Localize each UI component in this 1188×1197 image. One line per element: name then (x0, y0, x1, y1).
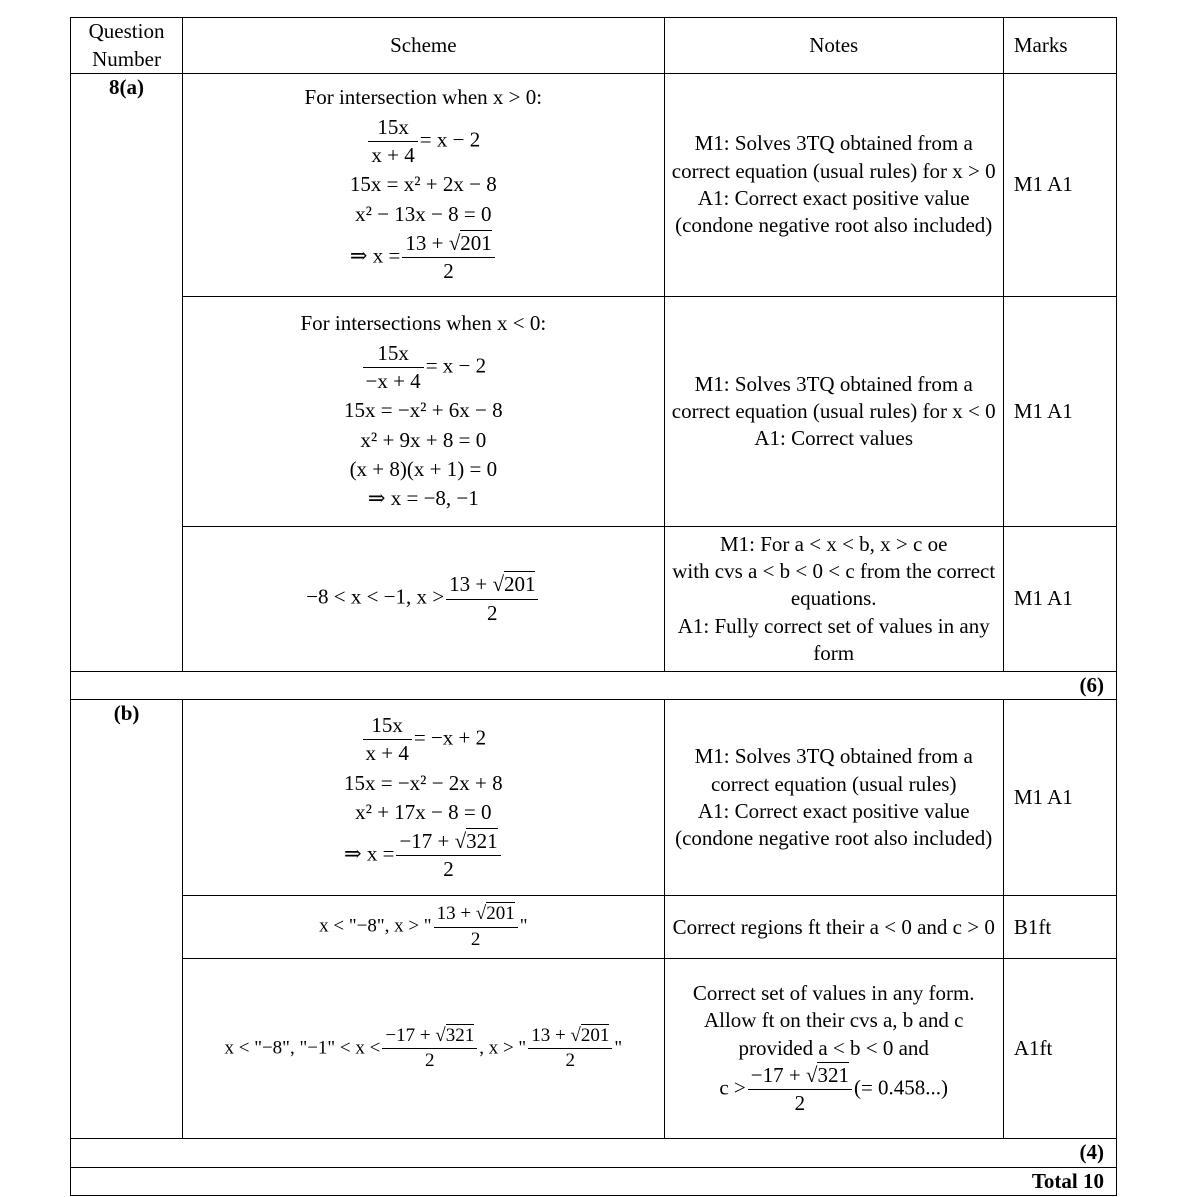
fraction-numerator: 13 + √ (531, 1024, 581, 1046)
scheme-text: x² + 17x − 8 = 0 (355, 799, 492, 824)
fraction-numerator: −17 + √ (750, 1062, 818, 1087)
fraction-denominator: 2 (487, 600, 498, 625)
question-label-8a: 8(a) (71, 74, 183, 672)
marks-b-3: A1ft (1003, 959, 1116, 1139)
scheme-text: = x − 2 (419, 127, 481, 152)
fraction-denominator: −x + 4 (365, 369, 421, 394)
fraction-denominator: 2 (443, 857, 454, 882)
notes-a-2 (664, 297, 1003, 527)
question-label-8b: (b) (71, 700, 183, 1139)
fraction-numerator: 13 + √ (405, 230, 461, 255)
marks-b-2: B1ft (1003, 896, 1116, 959)
scheme-text: " (614, 1037, 623, 1059)
fraction-denominator: 2 (794, 1091, 806, 1116)
sqrt-radicand: 201 (503, 572, 536, 597)
fraction-numerator: −17 + √ (385, 1024, 446, 1046)
note-text: A1: Correct values (754, 426, 914, 451)
note-text: A1: Correct exact positive value (condone negative root also included) (675, 798, 993, 851)
subtotal-b: (4) (71, 1139, 1117, 1167)
fraction-denominator: 2 (425, 1050, 435, 1072)
fraction-numerator: 13 + √ (436, 903, 487, 925)
notes-a-3 (664, 527, 1003, 672)
scheme-text: x < "−8", "−1" < x < (224, 1037, 381, 1059)
scheme-text: = x − 2 (425, 353, 487, 378)
scheme-a-3 (183, 527, 664, 672)
fraction-denominator: 2 (565, 1050, 576, 1072)
scheme-text: = −x + 2 (413, 725, 487, 750)
header-scheme: Scheme (183, 18, 664, 74)
fraction-denominator: 2 (470, 928, 481, 950)
scheme-text: , x > " (479, 1037, 527, 1059)
header-marks: Marks (1003, 18, 1116, 74)
scheme-text: 15x = −x² + 6x − 8 (343, 398, 503, 423)
scheme-text: " (519, 915, 528, 937)
marks-a-2: M1 A1 (1003, 297, 1116, 527)
scheme-text: ⇒ x = −8, −1 (367, 486, 479, 511)
note-text: M1: Solves 3TQ obtained from a correct equation (usual rules) for x < 0 (671, 371, 996, 423)
fraction-numerator: −17 + √ (399, 829, 467, 854)
scheme-text: For intersections when x < 0: (300, 311, 547, 336)
marks-a-1: M1 A1 (1003, 74, 1116, 297)
note-text: Correct set of values in any form. (692, 981, 975, 1006)
sqrt-radicand: 321 (817, 1062, 849, 1087)
scheme-text: x² − 13x − 8 = 0 (355, 201, 492, 226)
fraction-denominator: x + 4 (365, 741, 409, 766)
note-text: (= 0.458...) (853, 1075, 949, 1100)
sqrt-radicand: 201 (580, 1024, 610, 1046)
scheme-b-2 (183, 896, 664, 959)
scheme-text: ⇒ x = (343, 841, 395, 866)
fraction-numerator: 15x (363, 712, 412, 740)
sqrt-radicand: 201 (460, 230, 492, 255)
fraction-numerator: 15x (363, 340, 424, 368)
note-text: M1: Solves 3TQ obtained from a correct equation (usual rules) (694, 744, 973, 796)
fraction-numerator: 15x (368, 114, 417, 142)
note-text: c > (719, 1075, 746, 1100)
scheme-b-1 (183, 700, 664, 896)
sqrt-radicand: 321 (445, 1024, 475, 1046)
scheme-text: 15x = −x² − 2x + 8 (343, 770, 503, 795)
fraction-denominator: 2 (443, 259, 454, 284)
header-question-number: Question Number (71, 18, 183, 74)
subtotal-a: (6) (71, 672, 1117, 700)
scheme-text: x² + 9x + 8 = 0 (360, 427, 487, 452)
note-text: A1: Fully correct set of values in any form (677, 613, 990, 665)
note-text: with cvs a < b < 0 < c from the correct equations. (672, 559, 996, 611)
grand-total: Total 10 (71, 1167, 1117, 1195)
note-text: M1: Solves 3TQ obtained from a correct equation (usual rules) for x > 0 (671, 131, 996, 183)
scheme-text: 15x = x² + 2x − 8 (349, 172, 497, 197)
note-text: A1: Correct exact positive value (condone negative root also included) (675, 186, 993, 238)
fraction-denominator: x + 4 (371, 143, 415, 168)
scheme-text: ⇒ x = (349, 243, 401, 268)
scheme-a-2 (183, 297, 664, 527)
sqrt-radicand: 321 (466, 829, 498, 854)
scheme-b-3 (183, 959, 664, 1139)
note-text: Allow ft on their cvs a, b and c provided a < b < 0 and (703, 1008, 964, 1060)
scheme-a-1 (183, 74, 664, 297)
mark-scheme-table (70, 17, 1117, 1196)
notes-b-3 (664, 959, 1003, 1139)
notes-b-1 (664, 700, 1003, 896)
notes-a-1 (664, 74, 1003, 297)
scheme-text: For intersection when x > 0: (304, 85, 543, 110)
notes-b-2 (664, 896, 1003, 959)
note-text: Correct regions ft their a < 0 and c > 0 (672, 914, 995, 939)
scheme-text: x < "−8", x > " (319, 915, 432, 937)
sqrt-radicand: 201 (486, 903, 515, 925)
marks-a-3: M1 A1 (1003, 527, 1116, 672)
header-notes: Notes (664, 18, 1003, 74)
note-text: M1: For a < x < b, x > c oe (719, 531, 948, 556)
fraction-numerator: 13 + √ (449, 572, 504, 597)
scheme-text: (x + 8)(x + 1) = 0 (349, 456, 498, 481)
marks-b-1: M1 A1 (1003, 700, 1116, 896)
scheme-text: −8 < x < −1, x > (306, 584, 445, 609)
